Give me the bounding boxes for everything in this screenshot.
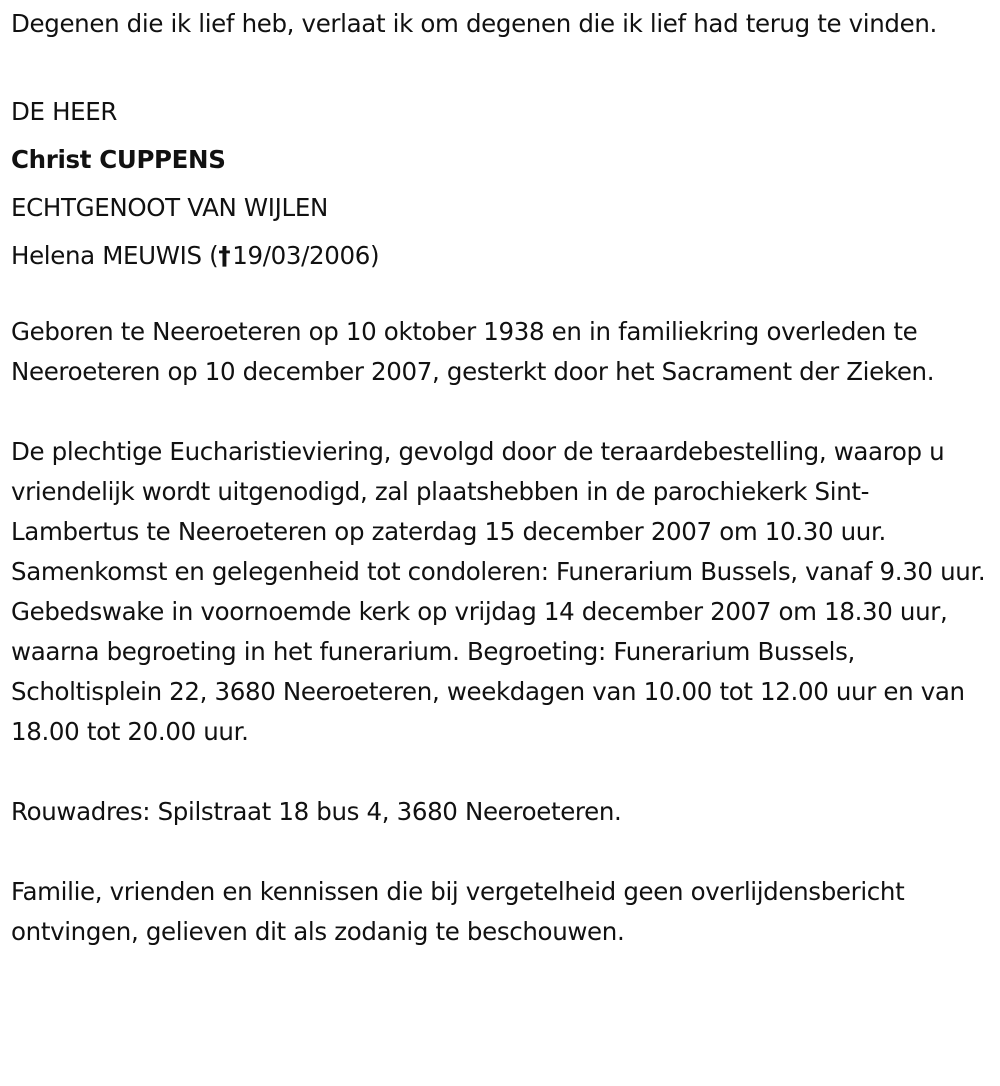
- cross-icon: †: [218, 241, 231, 270]
- obituary-document: [11, 0, 991, 952]
- spacer: [11, 44, 991, 84]
- ceremony-paragraph: De plechtige Eucharistieviering, gevolgd door de teraardebestelling, waarop u vriendelijk wordt uitgenodigd, zal plaatshebben in de parochiekerk Sint-Lambertus te Neeroeteren op zaterdag 15 december 2007 om 10.30 uur. Samenkomst en gelegenheid tot condoleren: Funerarium Bussels, vanaf 9.30 uur. Gebedswake in voornoemde kerk op vrijdag 14 december 2007 om 18.30 uur, waarna begroeting in het funerarium. Begroeting: Funerarium Bussels, Scholtisplein 22, 3680 Neeroeteren, weekdagen van 10.00 tot 12.00 uur en van 18.00 tot 20.00 uur.: [11, 437, 986, 746]
- spouse-line: [11, 232, 991, 280]
- spouse-death-date: 19/03/2006): [232, 241, 380, 270]
- birth-death-paragraph: Geboren te Neeroeteren op 10 oktober 1938 en in familiekring overleden te Neeroeteren op 10 december 2007, gesterkt door het Sacrament der Zieken.: [11, 317, 935, 386]
- deceased-name: Christ CUPPENS: [11, 145, 226, 174]
- deceased-title: DE HEER: [11, 97, 118, 126]
- closing-paragraph: Familie, vrienden en kennissen die bij vergetelheid geen overlijdensbericht ontvingen, gelieven dit als zodanig te beschouwen.: [11, 877, 905, 946]
- address-paragraph: Rouwadres: Spilstraat 18 bus 4, 3680 Neeroeteren.: [11, 797, 622, 826]
- spacer: [11, 752, 991, 792]
- spouse-name: Helena MEUWIS (: [11, 241, 219, 270]
- deceased-relation: ECHTGENOOT VAN WIJLEN: [11, 193, 328, 222]
- deceased-block: [11, 88, 991, 280]
- spacer: [11, 832, 991, 872]
- spacer: [11, 280, 991, 312]
- spacer: [11, 392, 991, 432]
- motto-paragraph: Degenen die ik lief heb, verlaat ik om degenen die ik lief had terug te vinden.: [11, 9, 937, 38]
